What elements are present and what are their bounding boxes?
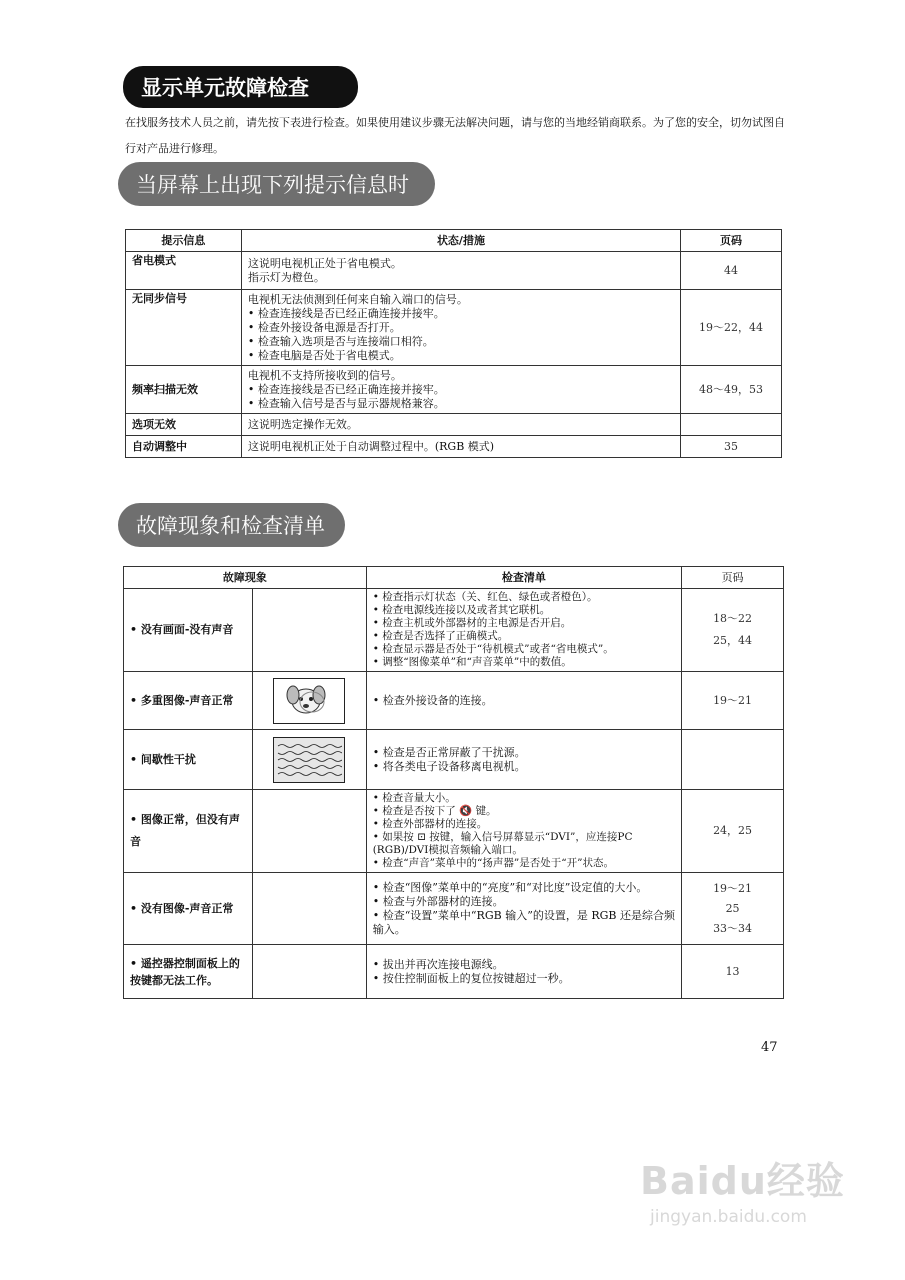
check-line: • 将各类电子设备移离电视机。 bbox=[372, 759, 526, 773]
action-cell bbox=[241, 366, 680, 414]
action-line: 这说明选定操作无效。 bbox=[247, 417, 358, 431]
page-cell bbox=[682, 945, 784, 999]
check-line: • 检查“声音”菜单中的“扬声器”是否处于“开”状态。 bbox=[372, 857, 614, 869]
action-line: • 检查电脑是否处于省电模式。 bbox=[247, 348, 401, 362]
table-row bbox=[124, 730, 784, 790]
image-cell bbox=[252, 873, 366, 945]
check-line: • 检查与外部器材的连接。 bbox=[372, 894, 504, 908]
table-row bbox=[124, 589, 784, 672]
table-row bbox=[126, 252, 782, 290]
message-cell: 选项无效 bbox=[126, 414, 242, 436]
check-line: • 检查是否选择了正确模式。 bbox=[372, 630, 509, 642]
page-cell bbox=[682, 873, 784, 945]
table-row bbox=[124, 672, 784, 730]
table-row bbox=[124, 873, 784, 945]
header-message: 提示信息 bbox=[126, 230, 242, 252]
checklist-cell bbox=[366, 672, 681, 730]
header-page: 页码 bbox=[682, 567, 784, 589]
table-row bbox=[126, 366, 782, 414]
header-symptom: 故障现象 bbox=[124, 567, 367, 589]
table-row bbox=[126, 290, 782, 366]
main-heading-text: 显示单元故障检查 bbox=[141, 76, 309, 100]
checklist-cell bbox=[366, 945, 681, 999]
action-line: 这说明电视机正处于省电模式。 bbox=[247, 256, 402, 270]
page-cell: 35 bbox=[681, 436, 782, 458]
troubleshooting-table bbox=[123, 566, 784, 999]
checklist-cell bbox=[366, 589, 681, 672]
noise-pattern-icon bbox=[273, 737, 345, 783]
action-line: • 检查外接设备电源是否打开。 bbox=[247, 320, 401, 334]
image-cell bbox=[252, 589, 366, 672]
table-header-row bbox=[126, 230, 782, 252]
watermark-url: jingyan.baidu.com bbox=[650, 1207, 807, 1227]
symptom-cell: • 间歇性干扰 bbox=[124, 730, 253, 790]
page-line: 24，25 bbox=[713, 824, 753, 837]
main-heading bbox=[123, 66, 358, 108]
check-line: • 调整“图像菜单”和“声音菜单”中的数值。 bbox=[372, 656, 572, 668]
action-cell bbox=[241, 290, 680, 366]
section1-heading-text: 当屏幕上出现下列提示信息时 bbox=[136, 173, 409, 197]
symptom-cell: • 没有图像-声音正常 bbox=[124, 873, 253, 945]
image-cell bbox=[252, 945, 366, 999]
section1-heading bbox=[118, 162, 435, 206]
action-cell bbox=[241, 436, 680, 458]
message-cell: 无同步信号 bbox=[126, 290, 242, 366]
action-line: • 检查连接线是否已经正确连接并接牢。 bbox=[247, 382, 445, 396]
symptom-cell: • 多重图像-声音正常 bbox=[124, 672, 253, 730]
check-line: • 检查“图像”菜单中的“亮度”和“对比度”设定值的大小。 bbox=[372, 880, 648, 894]
check-line: • 检查外部器材的连接。 bbox=[372, 818, 488, 830]
page-line: 25 bbox=[725, 901, 740, 915]
watermark-brand: Baidu经验 bbox=[640, 1159, 845, 1203]
table-row bbox=[126, 414, 782, 436]
page-line: 13 bbox=[725, 964, 740, 978]
check-line: • 检查显示器是否处于“待机模式”或者“省电模式”。 bbox=[372, 643, 614, 655]
action-cell bbox=[241, 414, 680, 436]
check-line: • 检查外接设备的连接。 bbox=[372, 693, 493, 707]
table-header-row bbox=[124, 567, 784, 589]
page-cell bbox=[681, 414, 782, 436]
action-line: • 检查输入信号是否与显示器规格兼容。 bbox=[247, 396, 445, 410]
message-cell: 频率扫描无效 bbox=[126, 366, 242, 414]
checklist-cell bbox=[366, 790, 681, 873]
action-line: 电视机不支持所接收到的信号。 bbox=[247, 368, 402, 382]
symptom-cell: • 没有画面-没有声音 bbox=[124, 589, 253, 672]
dog-picture-icon bbox=[273, 678, 345, 724]
header-checklist: 检查清单 bbox=[366, 567, 681, 589]
page-cell: 19～22，44 bbox=[681, 290, 782, 366]
action-line: • 检查连接线是否已经正确连接并接牢。 bbox=[247, 306, 445, 320]
symptom-cell: • 图像正常，但没有声音 bbox=[124, 790, 253, 873]
image-cell bbox=[252, 790, 366, 873]
action-line: 这说明电视机正处于自动调整过程中。(RGB 模式) bbox=[247, 439, 495, 453]
page-cell: 44 bbox=[681, 252, 782, 290]
header-page: 页码 bbox=[681, 230, 782, 252]
action-line: 指示灯为橙色。 bbox=[247, 270, 325, 284]
page-number: 47 bbox=[761, 1040, 778, 1055]
check-line: • 检查是否正常屏蔽了干扰源。 bbox=[372, 745, 526, 759]
section2-heading-text: 故障现象和检查清单 bbox=[136, 514, 325, 538]
action-line: 电视机无法侦测到任何来自输入端口的信号。 bbox=[247, 292, 468, 306]
checklist-cell bbox=[366, 873, 681, 945]
check-line: • 检查主机或外部器材的主电源是否开启。 bbox=[372, 617, 572, 629]
check-line: • 拔出并再次连接电源线。 bbox=[372, 957, 504, 971]
action-cell bbox=[241, 252, 680, 290]
message-table bbox=[125, 229, 782, 458]
page-line: 25，44 bbox=[713, 634, 753, 647]
image-cell bbox=[252, 730, 366, 790]
action-line: • 检查输入选项是否与连接端口相符。 bbox=[247, 334, 434, 348]
watermark bbox=[640, 1150, 845, 1227]
check-line: • 检查是否按下了 🔇 键。 bbox=[372, 805, 497, 817]
checklist-cell bbox=[366, 730, 681, 790]
check-line: • 检查“设置”菜单中“RGB 输入”的设置，是 RGB 还是综合频输入。 bbox=[372, 908, 675, 936]
image-cell bbox=[252, 672, 366, 730]
message-cell: 自动调整中 bbox=[126, 436, 242, 458]
page-line: 19～21 bbox=[713, 881, 753, 895]
symptom-cell: • 遥控器控制面板上的按键都无法工作。 bbox=[124, 945, 253, 999]
page-line: 19～21 bbox=[713, 693, 753, 707]
page-cell bbox=[682, 790, 784, 873]
intro-paragraph: 在找服务技术人员之前，请先按下表进行检查。如果使用建议步骤无法解决问题，请与您的当地经销商联系。为了您的安全，切勿试图自行对产品进行修理。 bbox=[125, 116, 785, 155]
table-row bbox=[124, 945, 784, 999]
page-cell bbox=[682, 730, 784, 790]
table-row bbox=[124, 790, 784, 873]
table-row bbox=[126, 436, 782, 458]
check-line: • 如果按 ⊡ 按键，输入信号屏幕显示“DVI”，应连接PC (RGB)/DVI模拟音频输入端口。 bbox=[372, 831, 633, 856]
message-cell: 省电模式 bbox=[126, 252, 242, 290]
page-cell bbox=[682, 589, 784, 672]
check-line: • 按住控制面板上的复位按键超过一秒。 bbox=[372, 971, 570, 985]
check-line: • 检查电源线连接以及或者其它联机。 bbox=[372, 604, 551, 616]
check-line: • 检查音量大小。 bbox=[372, 792, 456, 804]
page-cell: 48～49，53 bbox=[681, 366, 782, 414]
page-cell bbox=[682, 672, 784, 730]
header-action: 状态/措施 bbox=[241, 230, 680, 252]
section2-heading bbox=[118, 503, 345, 547]
page-line: 18～22 bbox=[713, 612, 753, 625]
check-line: • 检查指示灯状态（关、红色、绿色或者橙色）。 bbox=[372, 591, 598, 603]
page-line: 33～34 bbox=[713, 921, 753, 935]
